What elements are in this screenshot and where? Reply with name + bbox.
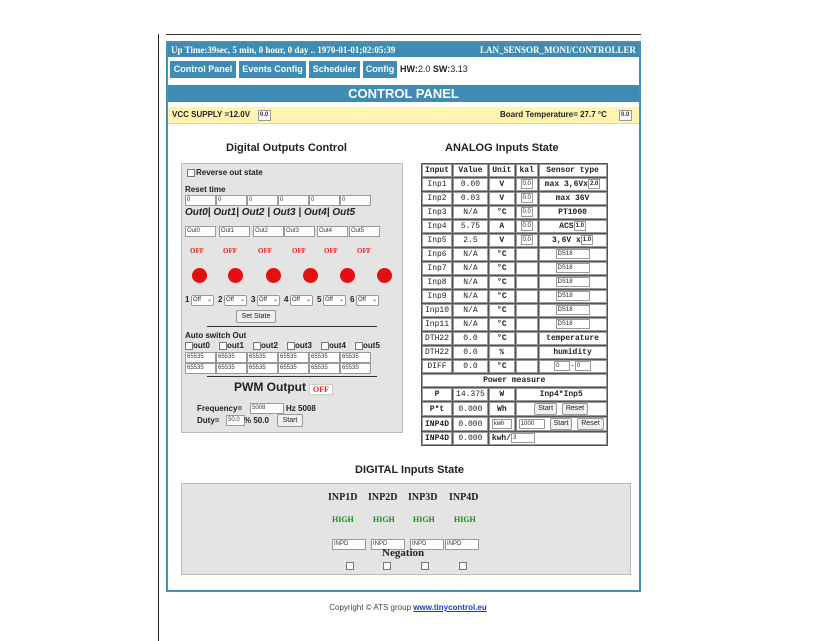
frequency-input[interactable]: 5008: [250, 403, 284, 414]
row-value: N/A: [453, 276, 488, 289]
out3-mode-value: Off: [292, 297, 300, 303]
tab-scheduler[interactable]: Scheduler: [309, 61, 360, 78]
table-row: [422, 234, 607, 247]
divider: [207, 326, 377, 327]
kal-input[interactable]: 0.0: [522, 223, 531, 230]
row-kal-cell: [516, 360, 538, 373]
out2-state: OFF: [258, 247, 272, 255]
sensor-name-input[interactable]: DS18: [556, 263, 590, 273]
select-num-3: 3: [251, 295, 256, 304]
row-unit: °C: [489, 360, 515, 373]
reverse-state-checkbox[interactable]: [187, 169, 195, 177]
table-row: [422, 318, 607, 331]
negation-label: Negation: [382, 547, 425, 559]
energy-controls: [516, 402, 607, 416]
out-name-input-5[interactable]: Out5: [349, 226, 380, 237]
row-input: Inp1: [422, 178, 452, 191]
multiplier-input[interactable]: 1.0: [575, 223, 584, 230]
row-input: Inp2: [422, 192, 452, 205]
row-unit: V: [489, 178, 515, 191]
out-name-input-3[interactable]: Out3: [284, 226, 315, 237]
out2-led[interactable]: [266, 268, 281, 283]
out4-led[interactable]: [340, 268, 355, 283]
pwm-start-button[interactable]: Start: [277, 414, 303, 427]
row-input: DTH22: [422, 346, 452, 359]
row-sensor-type: [539, 262, 607, 275]
row-kal-cell: [516, 192, 538, 205]
row-value: 14.375: [453, 388, 488, 401]
hw-version: 2.0: [417, 64, 431, 74]
inp1d-negation-checkbox[interactable]: [346, 562, 354, 570]
out2-mode-value: Off: [259, 297, 267, 303]
row-unit: W: [489, 388, 515, 401]
diff-to-input[interactable]: 0: [575, 361, 591, 371]
table-row: [422, 220, 607, 233]
digital-outputs-panel: [181, 163, 403, 433]
row-input: Inp10: [422, 304, 452, 317]
row-kal-cell: [516, 248, 538, 261]
digital-outputs-title: Digital Outputs Control: [226, 142, 347, 154]
out1-mode-value: Off: [226, 297, 234, 303]
inp1d-label-input[interactable]: INPD: [332, 539, 366, 550]
row-value: N/A: [453, 206, 488, 219]
out4-state: OFF: [324, 247, 338, 255]
row-unit: Wh: [489, 402, 515, 416]
chevron-down-icon: ⌄: [305, 297, 311, 303]
out3-mode-select[interactable]: [290, 295, 313, 306]
row-unit: V: [489, 192, 515, 205]
auto-out4-label: out4: [329, 341, 346, 350]
row-unit: °C: [489, 276, 515, 289]
inp4d-negation-checkbox[interactable]: [459, 562, 467, 570]
row-value: N/A: [453, 262, 488, 275]
power-formula: Inp4*Inp5: [516, 388, 607, 401]
row-kal-cell: [516, 304, 538, 317]
auto-switch-label: Auto switch Out: [185, 331, 247, 340]
counter-start-button[interactable]: Start: [550, 418, 573, 430]
reset-time-input-1[interactable]: 0: [216, 195, 247, 206]
row-value: 0.0: [453, 332, 488, 345]
auto-out0-checkbox[interactable]: [185, 342, 193, 350]
out3-led[interactable]: [303, 268, 318, 283]
kal-input[interactable]: 0.0: [522, 237, 531, 244]
inp3d-state: HIGH: [413, 515, 435, 524]
multiplier-input[interactable]: 2.0: [589, 181, 599, 188]
auto-out1-label: out1: [227, 341, 244, 350]
table-row: [422, 417, 607, 431]
row-unit: V: [489, 234, 515, 247]
counter-reset-button[interactable]: Reset: [577, 418, 603, 430]
sensor-name-input[interactable]: DS18: [556, 249, 590, 259]
out0-mode-select[interactable]: [191, 295, 214, 306]
auto-on-input-0[interactable]: 65535: [185, 352, 216, 363]
table-row: [422, 206, 607, 219]
power-measure-header-row: [422, 374, 607, 387]
auto-on-input-2[interactable]: 65535: [247, 352, 278, 363]
tab-config[interactable]: Config: [363, 61, 397, 78]
row-value: 2.5: [453, 234, 488, 247]
tab-control-panel[interactable]: Control Panel: [170, 61, 236, 78]
chevron-down-icon: ⌄: [206, 297, 212, 303]
sw-label: SW:: [432, 64, 451, 74]
table-row: [422, 402, 607, 416]
sensor-type-text: ACS: [559, 222, 574, 232]
chevron-down-icon: ⌄: [239, 297, 245, 303]
row-sensor-type: [539, 276, 607, 289]
frequency-label: Frequency=: [197, 404, 243, 413]
reset-time-input-2[interactable]: 0: [247, 195, 278, 206]
out1-mode-select[interactable]: [224, 295, 247, 306]
inp2d-label-input[interactable]: INPD: [371, 539, 405, 550]
row-input: DIFF: [422, 360, 452, 373]
row-unit: °C: [489, 206, 515, 219]
row-sensor-type: [539, 248, 607, 261]
out3-state: OFF: [292, 247, 306, 255]
row-input: Inp8: [422, 276, 452, 289]
table-row: [422, 332, 607, 345]
reset-time-input-0[interactable]: 0: [185, 195, 216, 206]
board-temp-cal-input[interactable]: 0.0: [619, 110, 632, 121]
row-value: 5.75: [453, 220, 488, 233]
row-sensor-type: PT1000: [539, 206, 607, 219]
row-unit: °C: [489, 304, 515, 317]
row-value: 0.03: [453, 192, 488, 205]
reset-time-label: Reset time: [185, 185, 226, 194]
row-value: 0.0: [453, 346, 488, 359]
select-num-2: 2: [218, 295, 223, 304]
row-input: Inp6: [422, 248, 452, 261]
row-value: 0.0: [453, 360, 488, 373]
reset-time-input-5[interactable]: 0: [340, 195, 371, 206]
sensor-type-text: max 3,6Vx: [544, 180, 588, 190]
row-kal-cell: [516, 332, 538, 345]
divisor-cell: [489, 432, 607, 445]
row-kal-cell: [516, 262, 538, 275]
status-header: [168, 43, 639, 57]
auto-out3-label: out3: [295, 341, 312, 350]
row-sensor-type: max 36V: [539, 192, 607, 205]
out-name-input-2[interactable]: Out2: [253, 226, 284, 237]
row-input: Inp11: [422, 318, 452, 331]
vendor-link[interactable]: www.tinycontrol.eu: [413, 603, 487, 612]
inp2d-state: HIGH: [373, 515, 395, 524]
row-unit: °C: [489, 318, 515, 331]
row-input: INP4D: [422, 417, 452, 431]
row-unit: °C: [489, 262, 515, 275]
out5-led[interactable]: [377, 268, 392, 283]
row-kal-cell: [516, 318, 538, 331]
auto-out3-checkbox[interactable]: [287, 342, 295, 350]
col-header-input: Input: [422, 164, 452, 177]
sensor-name-input[interactable]: DS18: [556, 305, 590, 315]
auto-on-input-5[interactable]: 65535: [340, 352, 371, 363]
inp1d-state: HIGH: [332, 515, 354, 524]
row-unit: kwh/: [491, 434, 512, 444]
version-info: [400, 61, 468, 78]
row-kal-cell: [516, 234, 538, 247]
auto-out1-checkbox[interactable]: [219, 342, 227, 350]
tab-events-config[interactable]: Events Config: [239, 61, 306, 78]
footer: [0, 603, 816, 612]
row-sensor-type: [539, 360, 607, 373]
row-value: N/A: [453, 248, 488, 261]
inp4d-state: HIGH: [454, 515, 476, 524]
inp1d-name: INP1D: [328, 492, 358, 503]
row-value: N/A: [453, 290, 488, 303]
diff-from-input[interactable]: 0: [554, 361, 570, 371]
inp2d-name: INP2D: [368, 492, 398, 503]
row-input: P: [422, 388, 452, 401]
row-sensor-type: [539, 304, 607, 317]
row-kal-cell: [516, 206, 538, 219]
row-input: Inp5: [422, 234, 452, 247]
out-name-input-0[interactable]: Out0: [185, 226, 216, 237]
auto-out2-label: out2: [261, 341, 278, 350]
table-row: [422, 248, 607, 261]
auto-off-input-4[interactable]: 65535: [309, 363, 340, 374]
table-row: [422, 360, 607, 373]
analog-inputs-title: ANALOG Inputs State: [445, 142, 559, 154]
device-name: LAN_SENSOR_MONI/CONTROLLER: [479, 45, 636, 55]
col-header-sensor-type: Sensor type: [539, 164, 607, 177]
auto-off-input-3[interactable]: 65535: [278, 363, 309, 374]
table-row: [422, 304, 607, 317]
row-value: 0.000: [453, 432, 488, 445]
row-value: 0.000: [453, 417, 488, 431]
sensor-type-text: 3,6V x: [551, 236, 581, 246]
select-num-6: 6: [350, 295, 355, 304]
row-kal-cell: [516, 178, 538, 191]
uptime-text: Up Time:39sec, 5 min, 0 hour, 0 day .. 1970-01-01;02:05:39: [171, 45, 396, 55]
out4-mode-select[interactable]: [323, 295, 346, 306]
row-unit: A: [489, 220, 515, 233]
row-sensor-type: [539, 234, 607, 247]
table-row: [422, 346, 607, 359]
auto-off-input-0[interactable]: 65535: [185, 363, 216, 374]
table-row: [422, 262, 607, 275]
page-title: CONTROL PANEL: [168, 85, 639, 102]
select-num-5: 5: [317, 295, 322, 304]
col-header-value: Value: [453, 164, 488, 177]
row-sensor-type: temperature: [539, 332, 607, 345]
col-header-kal: kal: [516, 164, 538, 177]
auto-off-input-1[interactable]: 65535: [216, 363, 247, 374]
energy-reset-button[interactable]: Reset: [562, 403, 588, 415]
inp2d-negation-checkbox[interactable]: [383, 562, 391, 570]
duty-label: Duty=: [197, 416, 220, 425]
table-header-row: [422, 164, 607, 177]
out1-led[interactable]: [228, 268, 243, 283]
out5-mode-select[interactable]: [356, 295, 379, 306]
table-row: [422, 388, 607, 401]
auto-out5-label: out5: [363, 341, 380, 350]
table-row: [422, 290, 607, 303]
reset-time-input-3[interactable]: 0: [278, 195, 309, 206]
out-name-input-4[interactable]: Out4: [317, 226, 348, 237]
row-value: 0.00: [453, 178, 488, 191]
out5-state: OFF: [357, 247, 371, 255]
row-input: Inp4: [422, 220, 452, 233]
sw-version: 3.13: [450, 64, 468, 74]
row-input: DTH22: [422, 332, 452, 345]
row-sensor-type: humidity: [539, 346, 607, 359]
auto-out5-checkbox[interactable]: [355, 342, 363, 350]
divisor-input[interactable]: 3: [511, 433, 535, 443]
sensor-name-input[interactable]: DS18: [556, 319, 590, 329]
row-input: Inp9: [422, 290, 452, 303]
kal-input[interactable]: 0.0: [522, 209, 531, 216]
chevron-down-icon: ⌄: [371, 297, 377, 303]
auto-out4-checkbox[interactable]: [321, 342, 329, 350]
vcc-label: VCC SUPPLY =12.0V: [172, 110, 251, 119]
multiplier-input[interactable]: 1.0: [582, 237, 592, 244]
row-input: Inp3: [422, 206, 452, 219]
out5-mode-value: Off: [358, 297, 366, 303]
row-value: 0.000: [453, 402, 488, 416]
row-sensor-type: [539, 178, 607, 191]
chevron-down-icon: ⌄: [338, 297, 344, 303]
duty-readout: % 50.0: [244, 416, 269, 425]
diff-separator: -: [570, 362, 575, 372]
table-row: [422, 192, 607, 205]
auto-off-input-2[interactable]: 65535: [247, 363, 278, 374]
table-row: [422, 178, 607, 191]
col-header-unit: Unit: [489, 164, 515, 177]
row-input: P*t: [422, 402, 452, 416]
hw-label: HW:: [400, 64, 418, 74]
row-sensor-type: [539, 290, 607, 303]
digital-inputs-title: DIGITAL Inputs State: [355, 464, 464, 476]
kal-input[interactable]: 0.0: [522, 195, 531, 202]
inp3d-label-input[interactable]: INPD: [410, 539, 444, 550]
out0-state: OFF: [190, 247, 204, 255]
row-value: N/A: [453, 318, 488, 331]
digital-inputs-panel: [181, 483, 631, 575]
row-kal-cell: [516, 220, 538, 233]
table-row: [422, 276, 607, 289]
inp4d-name: INP4D: [449, 492, 479, 503]
page-left-border: [158, 34, 159, 641]
analog-inputs-table: [421, 163, 608, 446]
unit-input[interactable]: kwh: [492, 419, 512, 429]
row-unit-cell: [489, 417, 515, 431]
inp3d-name: INP3D: [408, 492, 438, 503]
reverse-state-label: Reverse out state: [196, 168, 263, 177]
out0-mode-value: Off: [193, 297, 201, 303]
row-value: N/A: [453, 304, 488, 317]
auto-on-input-3[interactable]: 65535: [278, 352, 309, 363]
out1-state: OFF: [223, 247, 237, 255]
row-kal-cell: [516, 290, 538, 303]
duty-input[interactable]: 50.0: [226, 415, 245, 426]
row-input: INP4D: [422, 432, 452, 445]
counter-controls: [516, 417, 607, 431]
out2-mode-select[interactable]: [257, 295, 280, 306]
sensor-name-input[interactable]: DS18: [556, 291, 590, 301]
row-unit: °C: [489, 290, 515, 303]
row-kal-cell: [516, 346, 538, 359]
out-name-input-1[interactable]: Out1: [219, 226, 250, 237]
row-unit: °C: [489, 332, 515, 345]
copyright-text: Copyright © ATS group: [329, 603, 412, 612]
row-sensor-type: [539, 318, 607, 331]
table-row: [422, 432, 607, 445]
pwm-title: PWM Output: [234, 380, 306, 394]
divider: [207, 376, 377, 377]
auto-on-input-1[interactable]: 65535: [216, 352, 247, 363]
reset-time-input-4[interactable]: 0: [309, 195, 340, 206]
pwm-state: OFF: [309, 384, 333, 395]
out4-mode-value: Off: [325, 297, 333, 303]
auto-out0-label: out0: [193, 341, 210, 350]
inp3d-negation-checkbox[interactable]: [421, 562, 429, 570]
out0-led[interactable]: [192, 268, 207, 283]
inp4d-label-input[interactable]: INPD: [445, 539, 479, 550]
row-unit: °C: [489, 248, 515, 261]
select-num-4: 4: [284, 295, 289, 304]
out-names-header: Out0| Out1| Out2 | Out3 | Out4| Out5: [185, 207, 356, 218]
vcc-cal-input[interactable]: 0.0: [258, 110, 271, 121]
board-temp-label: Board Temperature= 27.7 °C: [500, 110, 607, 119]
counter-input[interactable]: 1000: [519, 419, 545, 429]
sensor-name-input[interactable]: DS18: [556, 277, 590, 287]
frequency-readout: Hz 5008: [286, 404, 316, 413]
auto-off-input-5[interactable]: 65535: [340, 363, 371, 374]
set-state-button[interactable]: Set State: [236, 310, 276, 323]
power-measure-label: Power measure: [422, 374, 607, 387]
top-divider: [166, 34, 641, 35]
select-num-1: 1: [185, 295, 190, 304]
auto-on-input-4[interactable]: 65535: [309, 352, 340, 363]
row-input: Inp7: [422, 262, 452, 275]
auto-out2-checkbox[interactable]: [253, 342, 261, 350]
row-sensor-type: [539, 220, 607, 233]
energy-start-button[interactable]: Start: [534, 403, 557, 415]
row-kal-cell: [516, 276, 538, 289]
row-unit: %: [489, 346, 515, 359]
supply-bar: [168, 107, 639, 124]
chevron-down-icon: ⌄: [272, 297, 278, 303]
kal-input[interactable]: 0.0: [522, 181, 531, 188]
